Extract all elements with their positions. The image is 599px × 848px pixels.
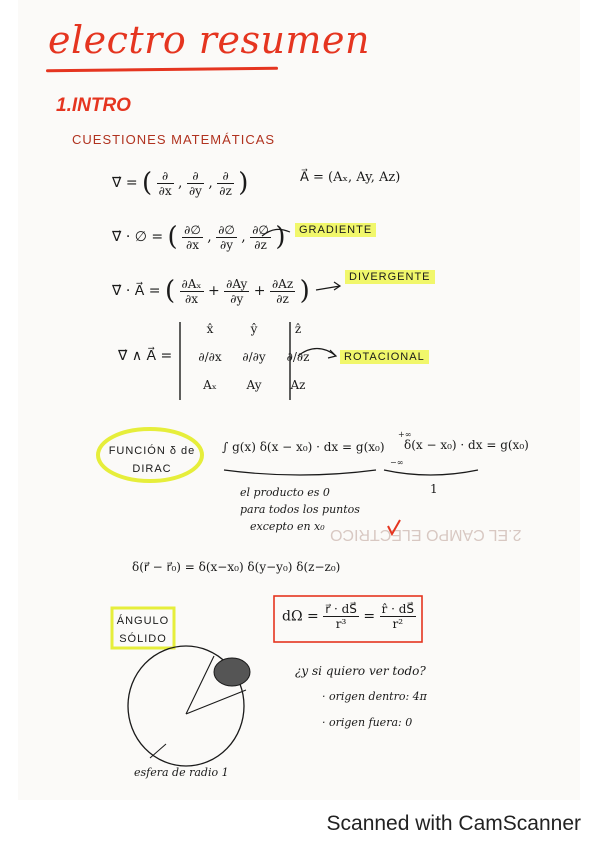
nabla-lhs: ∇⃗ = xyxy=(112,175,138,191)
curl-lhs: ∇⃗ ∧ A⃗ = xyxy=(118,348,173,364)
subsection-heading: CUESTIONES MATEMÁTICAS xyxy=(72,132,276,147)
gradient-equation: ∇⃗ · ∅ = ( $\frac{\partial\emptyset}{\partial x}$ , $\frac{\partial\emptyset}{\partial y}$ , $\frac{\partial\emptyset}{\partial z}$ ) xyxy=(112,222,286,252)
dirac-3d: δ(r⃗ − r⃗₀) = δ(x−x₀) δ(y−y₀) δ(z−z₀) xyxy=(132,560,341,574)
rotacional-label: ROTACIONAL xyxy=(340,350,429,364)
dirac-lim-lower: −∞ xyxy=(390,458,404,467)
frac-dz: $\frac{\partial}{\partial z}$ xyxy=(219,168,232,198)
bleed-through-text: 2.EL CAMPO ELECTRICO xyxy=(330,526,522,543)
matrix-cell: x̂ xyxy=(206,322,214,336)
formula-red-box xyxy=(274,596,422,642)
gradiente-arrow xyxy=(262,229,290,236)
page-title: electro resumen xyxy=(48,18,370,62)
matrix-cell: ∂/∂z xyxy=(286,350,310,364)
matrix-cell: ∂/∂x xyxy=(198,350,222,364)
dirac-underbrace-2 xyxy=(384,470,478,475)
rotacional-arrow xyxy=(298,349,336,357)
matrix-cell: Aₓ xyxy=(203,378,217,392)
frac-dy: $\frac{\partial}{\partial y}$ xyxy=(188,168,202,198)
underbrace-value: 1 xyxy=(430,482,438,496)
gradient-lhs: ∇⃗ · ∅ = xyxy=(112,229,164,245)
dirac-highlight-ellipse xyxy=(98,429,202,481)
matrix-cell: ∂/∂y xyxy=(242,350,266,364)
matrix-cell: Ay xyxy=(246,378,262,392)
frac-dx: $\frac{\partial}{\partial x}$ xyxy=(158,168,172,198)
paren-open: ( xyxy=(142,168,153,198)
divergence-lhs: ∇⃗ · A⃗ = xyxy=(112,283,161,299)
vector-a-definition: A⃗ = (Aₓ, Ay, Az) xyxy=(300,170,401,185)
bullet-inside: · origen dentro: 4π xyxy=(322,690,427,703)
sphere-caption: esfera de radio 1 xyxy=(134,766,229,779)
solid-angle-formula: dΩ = $\frac{r⃗ \cdot dS⃗}{\text{r³}}$ = $\frac{r̂ \cdot dS⃗}{\text{r²}}$ xyxy=(282,602,415,631)
section-heading: 1.INTRO xyxy=(56,95,131,116)
red-mark xyxy=(388,520,400,534)
gradiente-label: GRADIENTE xyxy=(295,223,376,237)
solid-angle-box-label: ÁNGULO SÓLIDO xyxy=(116,615,170,645)
dirac-box-label: FUNCIÓN δ de DIRAC xyxy=(108,445,196,475)
dirac-underbrace-1 xyxy=(224,470,376,475)
dirac-integral-2: δ(x − x₀) · dx = g(x₀) xyxy=(404,438,529,452)
cone-cap xyxy=(214,658,250,686)
matrix-cell: Az xyxy=(290,378,306,392)
solid-angle-highlight-box xyxy=(112,608,174,648)
sphere-leader xyxy=(150,744,166,758)
paren-close: ) xyxy=(238,168,249,198)
matrix-cell: ŷ xyxy=(250,322,258,336)
divergente-label: DIVERGENTE xyxy=(345,270,435,284)
divergence-equation: ∇⃗ · A⃗ = ( $\frac{\text{∂Aₓ}}{\partial x}$ + $\frac{\partial Ay}{\partial y}$ + $\frac{\partial Az}{\partial z}$ ) xyxy=(112,276,310,306)
bullet-outside: · origen fuera: 0 xyxy=(322,716,413,729)
scanner-watermark: Scanned with CamScanner xyxy=(326,812,581,835)
nabla-definition: ∇⃗ = ( $\frac{\partial}{\partial x}$ , $\frac{\partial}{\partial y}$ , $\frac{\partial}{\partial z}$ ) xyxy=(112,168,249,198)
dirac-lim-upper: +∞ xyxy=(398,430,412,439)
solid-angle-question: ¿y si quiero ver todo? xyxy=(295,664,426,678)
dirac-note: el producto es 0 para todos los puntos excepto en x₀ xyxy=(240,486,360,533)
matrix-cell: ẑ xyxy=(294,322,302,336)
dirac-integral-1: ∫ g(x) δ(x − x₀) · dx = g(x₀) xyxy=(222,440,385,454)
